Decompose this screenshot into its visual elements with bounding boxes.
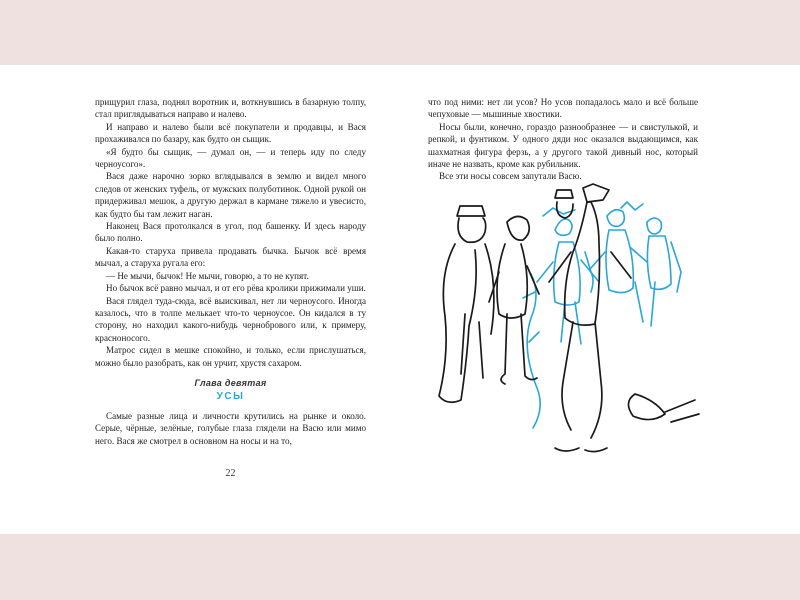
chapter-label: Глава девятая xyxy=(194,378,267,388)
chapter-title: УСЫ xyxy=(216,391,245,402)
paragraph: Но бычок всё равно мычал, и от его рёва кролики прижимали уши. xyxy=(106,283,366,294)
paragraph: Матрос сидел в мешке спокойно, и только, если прислушаться, можно было разобрать, как он урчит, хрустя сахаром. xyxy=(95,345,366,368)
top-margin-band xyxy=(0,0,800,65)
paragraph: что под ними: нет ли усов? Но усов попадалось мало и всё больше чепуховые — мышиные хвостики. xyxy=(428,97,698,120)
chapter-text xyxy=(95,410,366,447)
paragraph: Вася даже нарочно зорко вглядывался в землю и видел много следов от женских туфель, от мужских полуботинок. Одной рукой он придерживал мешок, а другую держал в кармане тяжело и увесисто, как будто бы там лежит наган. xyxy=(95,171,366,219)
paragraph: — Не мычи, бычок! Не мычи, говорю, а то не купят. xyxy=(106,270,309,281)
crowd-illustration xyxy=(435,182,705,467)
page-number: 22 xyxy=(225,468,236,479)
paragraph: Носы были, конечно, гораздо разнообразнее — и свистулькой, и репкой, и фунтиком. У одного дяди нос оказался выдающимся, как шахматная фигура ферзь, а у другого такой дивный нос, который иначе не назвать, кроме как рубильник. xyxy=(428,121,698,170)
paragraph: Наконец Вася протолкался в угол, под башенку. И здесь народу было полно. xyxy=(95,221,366,244)
paragraph: прищурил глаза, поднял воротник и, воткнувшись в базарную толпу, стал приглядываться направо и налево. xyxy=(95,97,366,120)
right-page-text xyxy=(428,96,698,183)
paragraph: И направо и налево были всё покупатели и продавцы, и Вася прохаживался по базару, как будто он сыщик. xyxy=(95,121,366,145)
black-figures-sketch xyxy=(439,184,699,452)
paragraph: Вася глядел туда-сюда, всё выискивал, нет ли черноусого. Иногда казалось, что в толпе мелькает что-то черноусое. Он кидался в ту сторону, но находил какого-нибудь чернобрового или, к примеру, красноносого. xyxy=(95,295,366,343)
paragraph: Самые разные лица и личности крутились на рынке и около. Серые, чёрные, зелёные, голубые глаза глядели на Васю или мимо него. Вася же смотрел в основном на носы и на то, xyxy=(95,411,366,446)
paragraph: Все эти носы совсем запутали Васю. xyxy=(439,171,582,182)
left-page-text xyxy=(95,96,366,369)
paragraph: Какая-то старуха привела продавать бычка. Бычок всё время мычал, а старуха ругала его: xyxy=(95,245,366,269)
bottom-margin-band xyxy=(0,534,800,600)
paragraph: «Я будто бы сыщик, — думал он, — и теперь иду по следу черноусого». xyxy=(95,146,366,170)
